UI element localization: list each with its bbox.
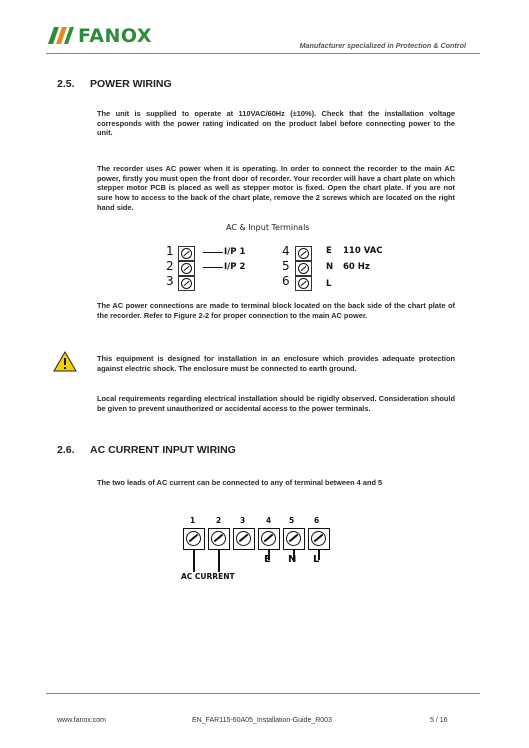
terminal-number: 5 [289, 516, 295, 525]
fanox-logo-icon [46, 24, 76, 48]
section-heading-2-6: 2.6. AC CURRENT INPUT WIRING [57, 444, 236, 456]
terminal-number: 3 [240, 516, 246, 525]
terminal-screw-icon [178, 276, 195, 291]
warning-text: This equipment is designed for installation in an enclosure which provides adequate protection against electric shock. The enclosure must be connected to earth ground. [97, 354, 455, 373]
terminal-screw-icon [258, 528, 280, 550]
paragraph-supply: The unit is supplied to operate at 110VAC/60Hz (±10%). Check that the installation voltage corresponds with the power rating indicated on the product label before connecting power to the unit. [97, 109, 455, 138]
terminal-number: 6 [314, 516, 320, 525]
footer-divider [46, 693, 480, 694]
terminal-label: I/P 1 [224, 247, 246, 257]
header-tagline: Manufacturer specialized in Protection & Control [299, 41, 466, 50]
logo-text: FANOX [78, 25, 153, 47]
wire-line [203, 252, 223, 253]
terminal-number: 4 [266, 516, 272, 525]
terminal-screw-icon [295, 261, 312, 276]
lead-wire [218, 550, 220, 572]
terminal-code: N [288, 554, 297, 565]
terminal-number: 4 [282, 244, 290, 258]
section-heading-2-5: 2.5. POWER WIRING [57, 78, 172, 90]
terminal-value: 110 VAC [343, 246, 383, 256]
terminal-screw-icon [178, 261, 195, 276]
paragraph-current-input: The two leads of AC current can be connected to any of terminal between 4 and 5 [97, 478, 383, 487]
terminal-number: 5 [282, 259, 290, 273]
terminal-number: 2 [216, 516, 222, 525]
terminal-screw-icon [208, 528, 230, 550]
terminal-code: L [326, 279, 332, 289]
terminal-screw-icon [233, 528, 255, 550]
terminal-number: 1 [190, 516, 196, 525]
footer-page-number: 5 / 16 [430, 717, 448, 724]
terminal-code: L [313, 554, 320, 565]
terminal-number: 3 [166, 274, 174, 288]
paragraph-local-requirements: Local requirements regarding electrical installation should be rigidly observed. Consideration should be given to prevent unauthorized or accidental access to the power terminals. [97, 394, 455, 413]
terminal-screw-icon [183, 528, 205, 550]
terminal-value: 60 Hz [343, 262, 370, 272]
ac-current-label: AC CURRENT [181, 572, 235, 581]
footer-website[interactable]: www.fanox.com [57, 717, 107, 724]
terminal-label: I/P 2 [224, 262, 246, 272]
terminal-code: E [264, 554, 271, 565]
terminal-code: N [326, 262, 334, 272]
terminal-number: 6 [282, 274, 290, 288]
terminal-screw-icon [283, 528, 305, 550]
terminal-screw-icon [178, 246, 195, 261]
header-divider [46, 53, 480, 54]
paragraph-ac-power: The recorder uses AC power when it is operating. In order to connect the recorder to the main AC power, firstly you must open the front door of recorder. Your recorder will have a chart plate on which stepper motor PCB is placed as well as stepper motor is fixed. Open the chart plate. If you are not sure how to access to the back of the chart plate, remove the 2 screws which are located on the right hand side. [97, 164, 455, 212]
wire-line [203, 267, 223, 268]
terminal-number: 2 [166, 259, 174, 273]
lead-wire [193, 550, 195, 572]
terminal-code: E [326, 246, 332, 256]
terminal-screw-icon [308, 528, 330, 550]
terminal-screw-icon [295, 276, 312, 291]
footer-document-id: EN_FAR115-60A05_Installation-Guide_R003 [192, 717, 332, 724]
paragraph-ac-connections: The AC power connections are made to terminal block located on the back side of the chart plate of the recorder. Refer to Figure 2-2 for proper connection to the main AC power. [97, 301, 455, 320]
ac-terminals-caption: AC & Input Terminals [226, 223, 310, 232]
warning-triangle-icon [53, 351, 77, 372]
terminal-screw-icon [295, 246, 312, 261]
terminal-number: 1 [166, 244, 174, 258]
